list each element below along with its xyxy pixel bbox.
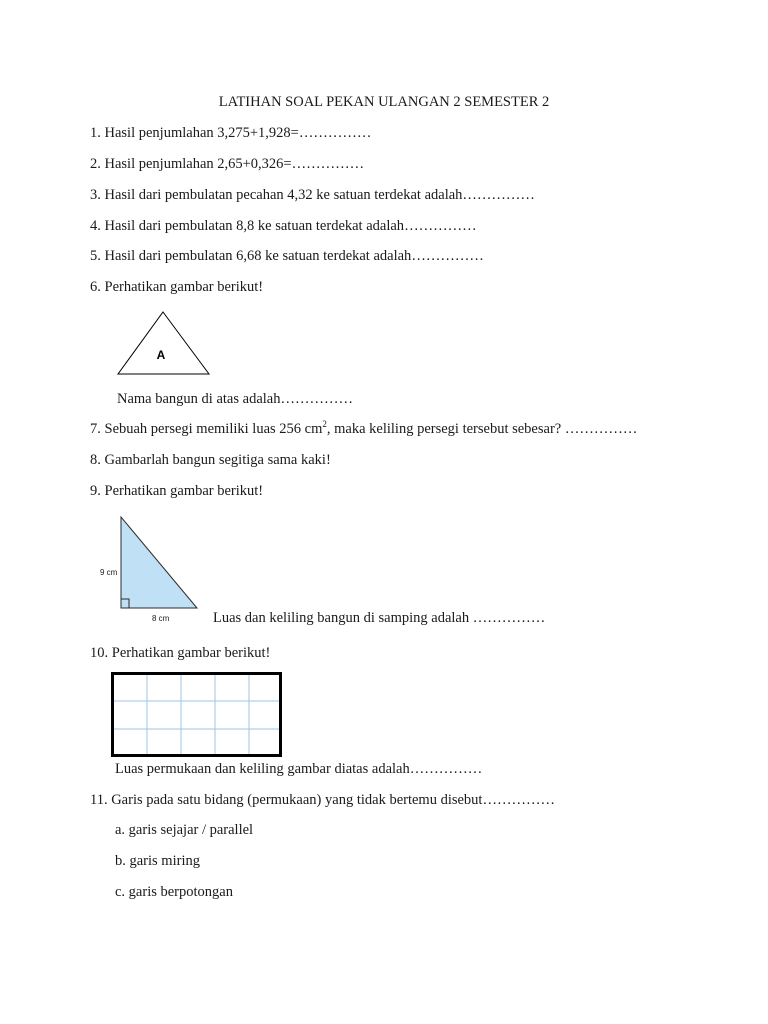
question-4 bbox=[90, 217, 477, 235]
question-8: 8. Gambarlah bangun segitiga sama kaki! bbox=[90, 452, 331, 468]
figure-triangle-a bbox=[117, 311, 211, 376]
option-a: a. garis sejajar / parallel bbox=[115, 822, 254, 838]
question-6-sub bbox=[117, 390, 353, 408]
right-triangle-shape bbox=[121, 517, 197, 608]
question-7 bbox=[90, 420, 637, 438]
height-label: 9 cm bbox=[100, 568, 118, 577]
answer-blank: …………… bbox=[482, 792, 555, 808]
question-2 bbox=[90, 155, 364, 173]
question-11 bbox=[90, 791, 555, 809]
grid-border bbox=[113, 674, 281, 756]
figure-grid-rectangle bbox=[111, 672, 283, 758]
triangle-label: A bbox=[156, 348, 166, 362]
answer-blank: …………… bbox=[411, 248, 484, 264]
question-6-sub-text: Nama bangun di atas adalah bbox=[117, 391, 281, 407]
question-3-text: 3. Hasil dari pembulatan pecahan 4,32 ke satuan terdekat adalah bbox=[90, 187, 463, 203]
triangle-shape bbox=[118, 312, 209, 374]
answer-blank: …………… bbox=[280, 391, 353, 407]
answer-blank: …………… bbox=[298, 125, 372, 141]
question-3 bbox=[90, 186, 535, 204]
question-5-text: 5. Hasil dari pembulatan 6,68 ke satuan terdekat adalah bbox=[90, 248, 412, 264]
question-6: 6. Perhatikan gambar berikut! bbox=[90, 279, 264, 295]
question-1-text: 1. Hasil penjumlahan 3,275+1,928= bbox=[90, 125, 299, 141]
option-c: c. garis berpotongan bbox=[115, 884, 233, 900]
question-4-text: 4. Hasil dari pembulatan 8,8 ke satuan terdekat adalah bbox=[90, 218, 405, 234]
answer-blank: …………… bbox=[472, 610, 546, 626]
grid-lines bbox=[112, 673, 281, 756]
question-2-text: 2. Hasil penjumlahan 2,65+0,326= bbox=[90, 156, 292, 172]
answer-blank: …………… bbox=[462, 187, 535, 203]
question-10: 10. Perhatikan gambar berikut! bbox=[90, 645, 271, 661]
figure-right-triangle bbox=[95, 514, 205, 626]
question-5 bbox=[90, 247, 484, 265]
answer-blank: …………… bbox=[409, 761, 483, 777]
question-9-sub-text: Luas dan keliling bangun di samping adalah bbox=[213, 610, 473, 626]
answer-blank: …………… bbox=[564, 421, 638, 437]
superscript-2: 2 bbox=[322, 419, 327, 430]
answer-blank: …………… bbox=[291, 156, 365, 172]
question-7-text-a: 7. Sebuah persegi memiliki luas 256 cm bbox=[90, 421, 323, 437]
question-9: 9. Perhatikan gambar berikut! bbox=[90, 483, 264, 499]
question-1 bbox=[90, 124, 371, 142]
page-title: LATIHAN SOAL PEKAN ULANGAN 2 SEMESTER 2 bbox=[218, 94, 550, 110]
option-b: b. garis miring bbox=[115, 853, 200, 869]
answer-blank: …………… bbox=[404, 218, 477, 234]
question-10-sub-text: Luas permukaan dan keliling gambar diatas adalah bbox=[115, 761, 410, 777]
base-label: 8 cm bbox=[152, 614, 170, 623]
question-11-text: 11. Garis pada satu bidang (permukaan) yang tidak bertemu disebut bbox=[90, 792, 483, 808]
question-10-sub bbox=[115, 760, 482, 778]
question-7-text-b: , maka keliling persegi tersebut sebesar? bbox=[326, 421, 565, 437]
question-9-sub bbox=[213, 609, 545, 627]
